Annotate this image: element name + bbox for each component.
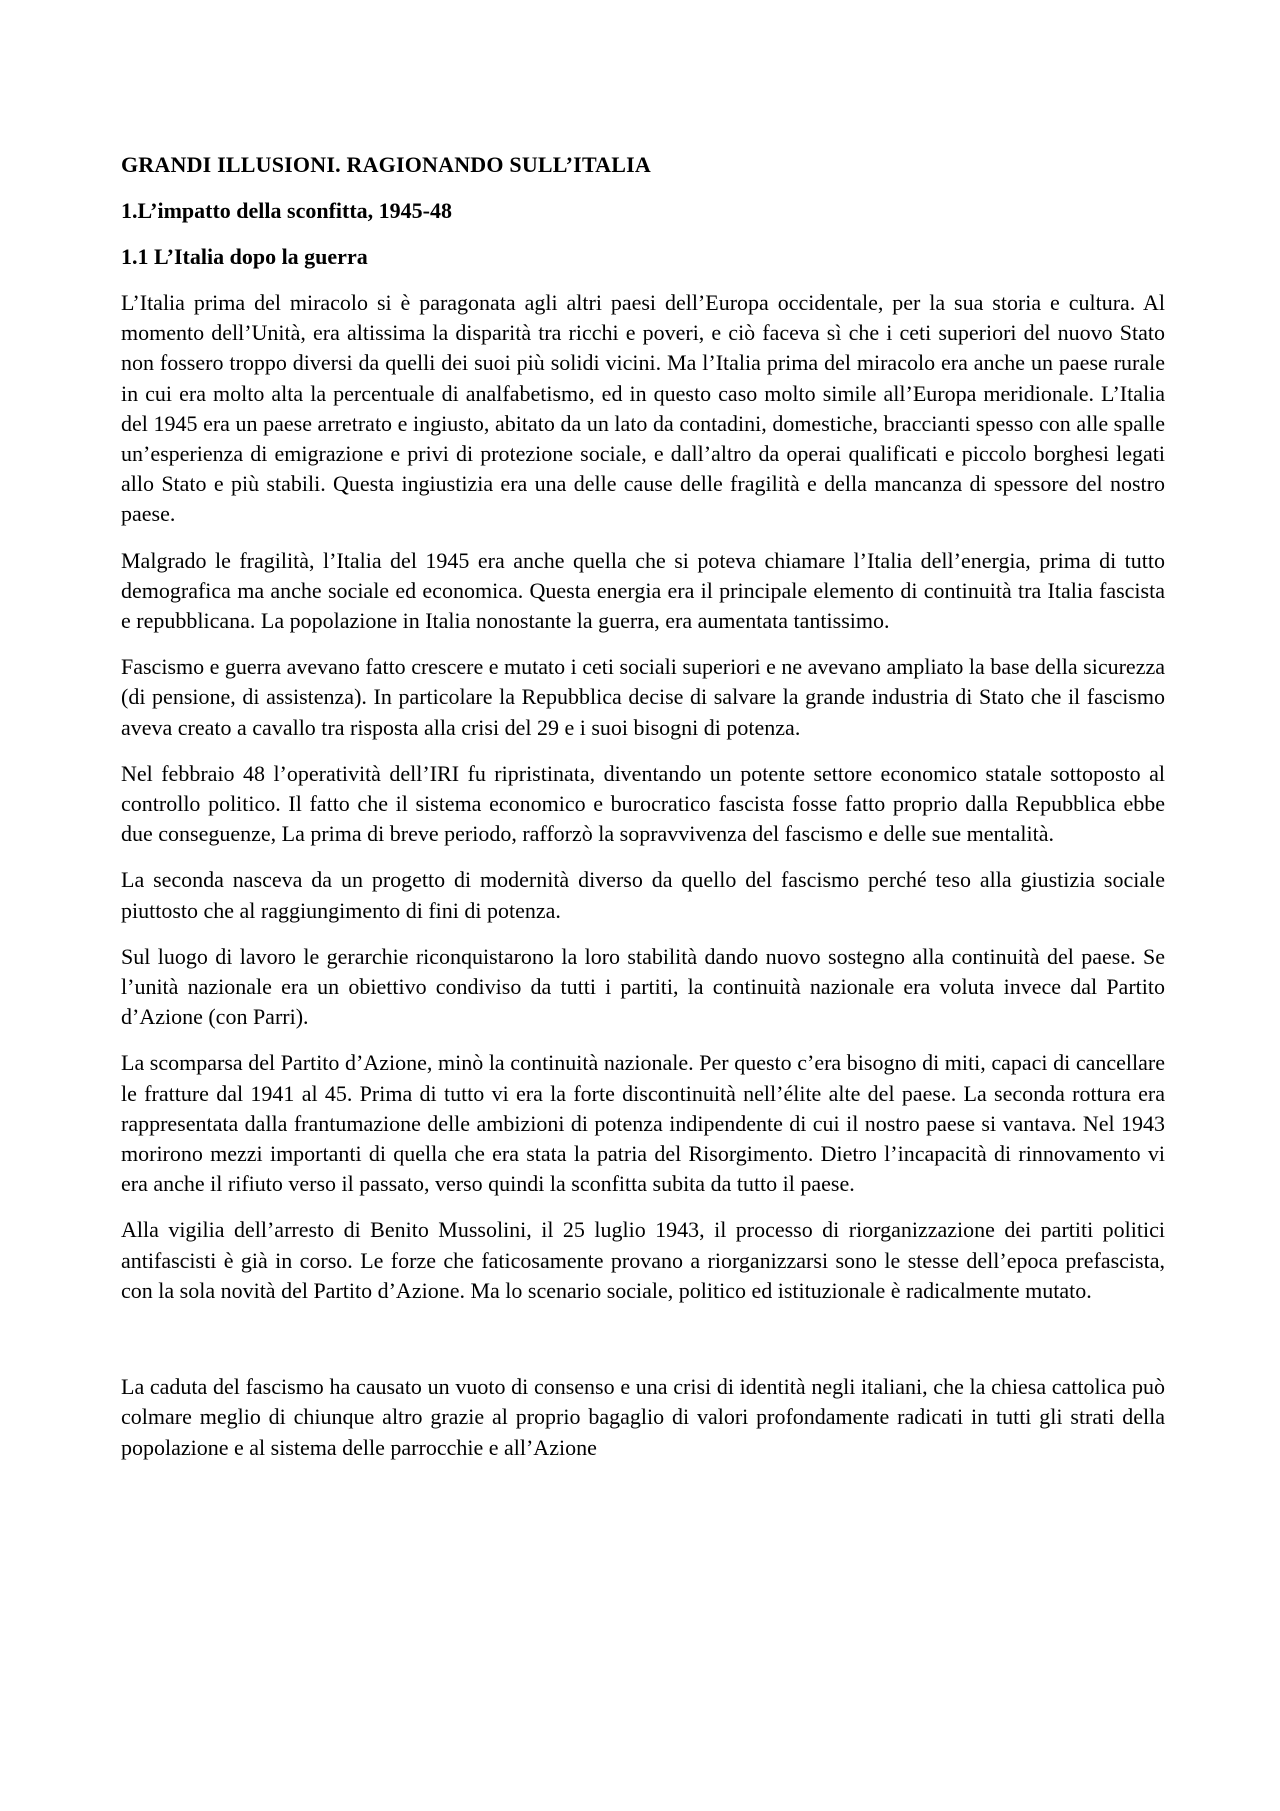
section-heading: 1.L’impatto della sconfitta, 1945-48 bbox=[121, 198, 453, 223]
paragraph: Alla vigilia dell’arresto di Benito Mussolini, il 25 luglio 1943, il processo di riorganizzazione dei partiti politici antifascisti è già in corso. Le forze che faticosamente provano a riorganizzarsi sono le stesse dell’epoca prefascista, con la sola novità del Partito d’Azione. Ma lo scenario sociale, politico ed istituzionale è radicalmente mutato. bbox=[121, 1217, 1165, 1303]
paragraph: Fascismo e guerra avevano fatto crescere e mutato i ceti sociali superiori e ne avevano ampliato la base della sicurezza (di pensione, di assistenza). In particolare la Repubblica decise di salvare la grande industria di Stato che il fascismo aveva creato a cavallo tra risposta alla crisi del 29 e i suoi bisogni di potenza. bbox=[121, 654, 1165, 740]
paragraph: Malgrado le fragilità, l’Italia del 1945 era anche quella che si poteva chiamare l’Italia dell’energia, prima di tutto demografica ma anche sociale ed economica. Questa energia era il principale elemento di continuità tra Italia fascista e repubblicana. La popolazione in Italia nonostante la guerra, era aumentata tantissimo. bbox=[121, 547, 1165, 634]
paragraph: L’Italia prima del miracolo si è paragonata agli altri paesi dell’Europa occidentale, per la sua storia e cultura. Al momento dell’Unità, era altissima la disparità tra ricchi e poveri, e ciò faceva sì che i ceti superiori del nuovo Stato non fossero troppo diversi da quelli dei suoi più solidi vicini. Ma l’Italia prima del miracolo era anche un paese rurale in cui era molto alta la percentuale di analfabetismo, ed in questo caso molto simile all’Europa meridionale. L’Italia del 1945 era un paese arretrato e ingiusto, abitato da un lato da contadini, domestiche, braccianti spesso con alle spalle un’esperienza di emigrazione e privi di protezione sociale, e dall’altro da operai qualificati e piccolo borghesi legati allo Stato e più stabili. Questa ingiustizia era una delle cause delle fragilità e della mancanza di spessore del nostro paese. bbox=[121, 290, 1165, 527]
paragraph: La caduta del fascismo ha causato un vuoto di consenso e una crisi di identità negli italiani, che la chiesa cattolica può colmare meglio di chiunque altro grazie al proprio bagaglio di valori profondamente radicati in tutti gli strati della popolazione e al sistema delle parrocchie e all’Azione bbox=[121, 1374, 1165, 1460]
paragraph: La scomparsa del Partito d’Azione, minò la continuità nazionale. Per questo c’era bisogno di miti, capaci di cancellare le fratture dal 1941 al 45. Prima di tutto vi era la forte discontinuità nell’élite alte del paese. La seconda rottura era rappresentata dalla frantumazione delle ambizioni di potenza indipendente di cui il nostro paese si vantava. Nel 1943 morirono mezzi importanti di quella che era stata la patria del Risorgimento. Dietro l’incapacità di rinnovamento vi era anche il rifiuto verso il passato, verso quindi la sconfitta subita da tutto il paese. bbox=[121, 1050, 1165, 1197]
paragraph: La seconda nasceva da un progetto di modernità diverso da quello del fascismo perché teso alla giustizia sociale piuttosto che al raggiungimento di fini di potenza. bbox=[121, 867, 1165, 923]
subsection-heading: 1.1 L’Italia dopo la guerra bbox=[121, 244, 368, 269]
paragraph: Sul luogo di lavoro le gerarchie riconquistarono la loro stabilità dando nuovo sostegno alla continuità del paese. Se l’unità nazionale era un obiettivo condiviso da tutti i partiti, la continuità nazionale era voluta invece dal Partito d’Azione (con Parri). bbox=[121, 943, 1165, 1030]
paragraph: Nel febbraio 48 l’operatività dell’IRI fu ripristinata, diventando un potente settore economico statale sottoposto al controllo politico. Il fatto che il sistema economico e burocratico fascista fosse fatto proprio dalla Repubblica ebbe due conseguenze, La prima di breve periodo, rafforzò la sopravvivenza del fascismo e delle sue mentalità. bbox=[121, 760, 1165, 847]
blank-line-spacer bbox=[121, 1322, 1165, 1372]
document-body bbox=[121, 150, 1165, 1479]
document-title: GRANDI ILLUSIONI. RAGIONANDO SULL’ITALIA bbox=[121, 152, 651, 177]
